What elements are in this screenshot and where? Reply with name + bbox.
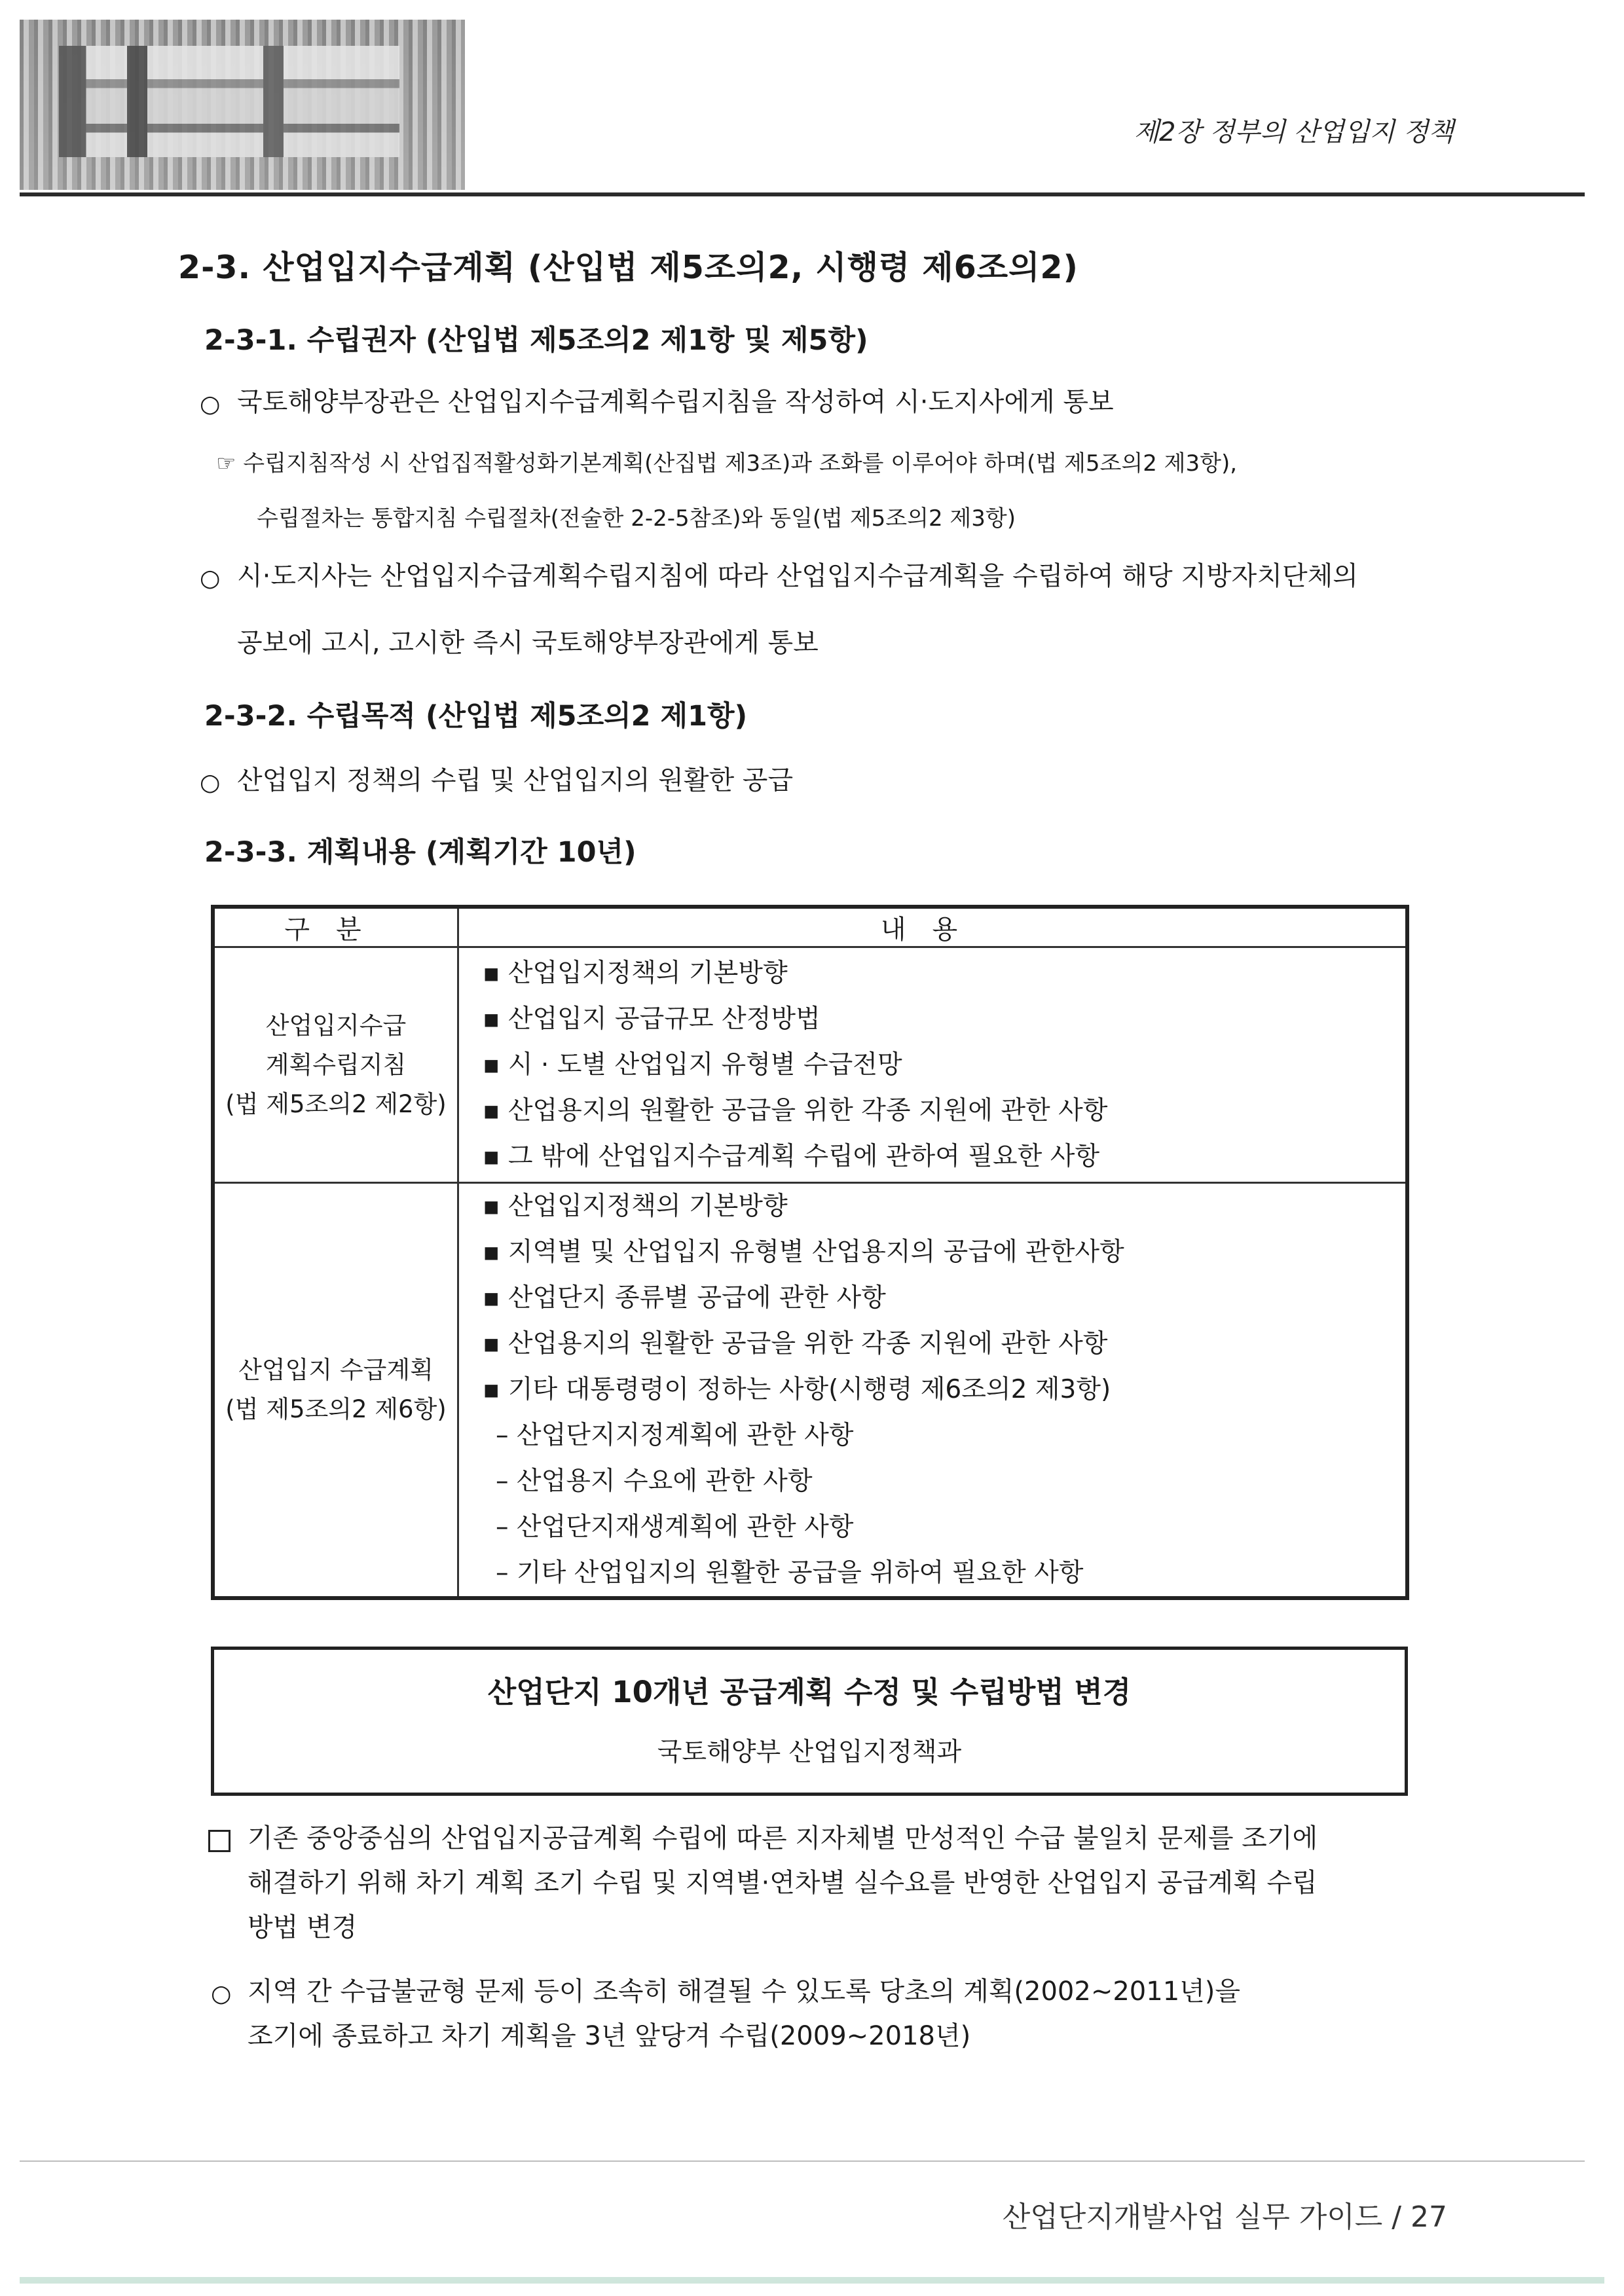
- list-item: – 기타 산업입지의 원활한 공급을 위하여 필요한 사항: [496, 1558, 1084, 1588]
- list-item: – 산업단지지정계획에 관한 사항: [496, 1421, 854, 1450]
- paragraph: 지역 간 수급불균형 문제 등이 조속히 해결될 수 있도록 당초의 계획(2002~2011년)을: [248, 1977, 1241, 2007]
- header-rule: [20, 192, 1585, 196]
- table-header-content: 내용: [458, 907, 1408, 947]
- subsection-title-3: 2-3-3. 계획내용 (계획기간 10년): [204, 836, 637, 869]
- list-item: ▪ 산업입지 공급규모 산정방법: [483, 1004, 821, 1034]
- chapter-title: 제2장 정부의 산업입지 정책: [1134, 117, 1454, 147]
- circle-bullet-icon: ○: [200, 769, 221, 796]
- notice-box-source: 국토해양부 산업입지정책과: [657, 1738, 962, 1767]
- square-bullet-icon: [208, 1830, 231, 1852]
- table-content-cell: [458, 947, 1408, 1183]
- list-item: ▪ 산업용지의 원활한 공급을 위한 각종 지원에 관한 사항: [483, 1095, 1108, 1125]
- paragraph: 시·도지사는 산업입지수급계획수립지침에 따라 산업입지수급계획을 수립하여 해당 지방자치단체의: [237, 561, 1358, 591]
- table-category-cell: 산업입지수급 계획수립지침 (법 제5조의2 제2항): [213, 947, 458, 1183]
- table-category-cell: 산업입지 수급계획 (법 제5조의2 제6항): [213, 1183, 458, 1599]
- page-footer: 산업단지개발사업 실무 가이드 / 27: [1002, 2200, 1447, 2234]
- plan-contents-table: [211, 905, 1409, 1600]
- list-item: – 산업단지재생계획에 관한 사항: [496, 1512, 854, 1542]
- section-title: 2-3. 산업입지수급계획 (산입법 제5조의2, 시행령 제6조의2): [178, 249, 1079, 286]
- list-item: ▪ 산업단지 종류별 공급에 관한 사항: [483, 1283, 886, 1313]
- paragraph: 산업입지 정책의 수립 및 산업입지의 원활한 공급: [237, 765, 794, 795]
- subsection-title-1: 2-3-1. 수립권자 (산입법 제5조의2 제1항 및 제5항): [204, 324, 868, 357]
- circle-bullet-icon: ○: [200, 565, 221, 592]
- note-line: 수립절차는 통합지침 수립절차(전술한 2-2-5참조)와 동일(법 제5조의2 제3항): [257, 505, 1016, 532]
- paragraph: 조기에 종료하고 차기 계획을 3년 앞당겨 수립(2009~2018년): [248, 2021, 971, 2051]
- list-item: ▪ 산업입지정책의 기본방향: [483, 958, 788, 988]
- paragraph: 기존 중앙중심의 산업입지공급계획 수립에 따른 지자체별 만성적인 수급 불일치 문제를 조기에: [248, 1823, 1318, 1853]
- list-item: – 산업용지 수요에 관한 사항: [496, 1467, 813, 1496]
- list-item: ▪ 산업입지정책의 기본방향: [483, 1192, 788, 1221]
- paragraph: 해결하기 위해 차기 계획 조기 수립 및 지역별·연차별 실수요를 반영한 산업입지 공급계획 수립: [248, 1868, 1318, 1898]
- table-content-cell: [458, 1183, 1408, 1599]
- list-item: ▪ 지역별 및 산업입지 유형별 산업용지의 공급에 관한사항: [483, 1237, 1124, 1267]
- circle-bullet-icon: ○: [200, 391, 221, 418]
- notice-box-title: 산업단지 10개년 공급계획 수정 및 수립방법 변경: [487, 1675, 1132, 1709]
- paragraph: 국토해양부장관은 산업입지수급계획수립지침을 작성하여 시·도지사에게 통보: [237, 387, 1114, 417]
- list-item: ▪ 그 밖에 산업입지수급계획 수립에 관하여 필요한 사항: [483, 1141, 1100, 1171]
- list-item: ▪ 기타 대통령령이 정하는 사항(시행령 제6조의2 제3항): [483, 1375, 1111, 1404]
- note-line: ☞ 수립지침작성 시 산업집적활성화기본계획(산집법 제3조)과 조화를 이루어야 하며(법 제5조의2 제3항),: [216, 450, 1238, 477]
- header-photo: [20, 20, 465, 190]
- footer-rule: [20, 2160, 1585, 2162]
- circle-bullet-icon: ○: [211, 1980, 232, 2007]
- paragraph: 공보에 고시, 고시한 즉시 국토해양부장관에게 통보: [237, 628, 819, 658]
- table-header-category: 구분: [213, 907, 458, 947]
- list-item: ▪ 산업용지의 원활한 공급을 위한 각종 지원에 관한 사항: [483, 1329, 1108, 1358]
- paragraph: 방법 변경: [248, 1912, 358, 1942]
- bottom-band: [20, 2277, 1604, 2284]
- notice-box: [211, 1647, 1408, 1796]
- list-item: ▪ 시 · 도별 산업입지 유형별 수급전망: [483, 1049, 902, 1080]
- subsection-title-2: 2-3-2. 수립목적 (산입법 제5조의2 제1항): [204, 700, 748, 733]
